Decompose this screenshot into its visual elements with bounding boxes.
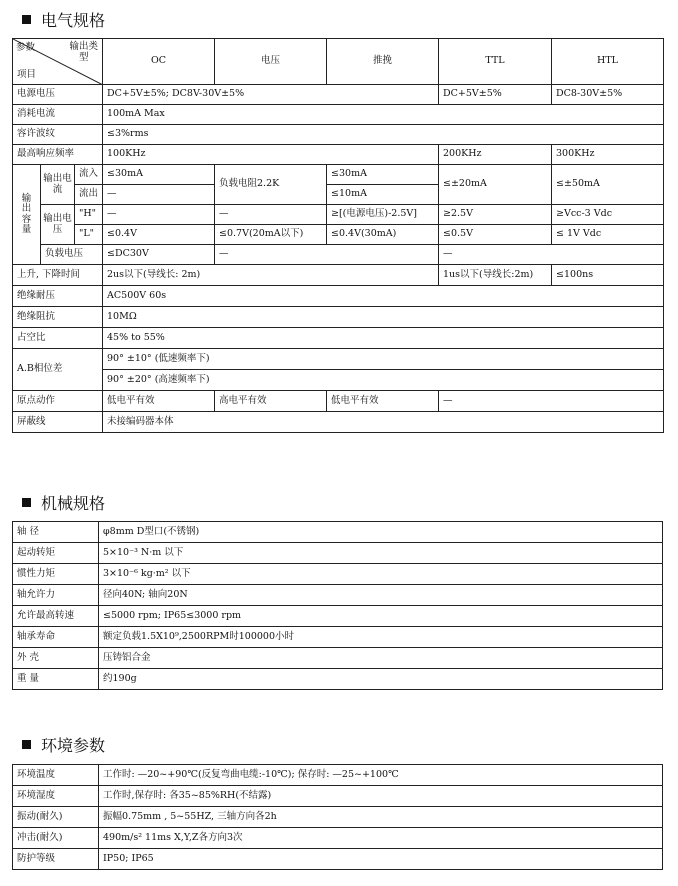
mech-value: 压铸铝合金 xyxy=(99,648,663,669)
voltage-low: ≤0.7V(20mA以下) xyxy=(215,225,327,245)
header-ttl: TTL xyxy=(439,39,552,85)
mech-label: 轴 径 xyxy=(13,522,99,543)
square-bullet-icon xyxy=(22,15,31,24)
load-voltage-label: 负载电压 xyxy=(41,245,103,265)
mech-label: 轴允许力 xyxy=(13,585,99,606)
environment-spec-table xyxy=(12,764,663,870)
rise-fall-value: 2us以下(导线长: 2m) xyxy=(103,265,439,286)
environment-section-title: 环境参数 xyxy=(22,733,105,756)
mechanical-section-title: 机械规格 xyxy=(22,491,105,514)
voltage-high: — xyxy=(215,205,327,225)
env-label: 振动(耐久) xyxy=(13,807,99,828)
duty-label: 占空比 xyxy=(13,328,103,349)
env-value: 工作时: —20~+90℃(反复弯曲电缆:-10℃); 保存时: —25~+100℃ xyxy=(99,765,663,786)
origin-oc: 低电平有效 xyxy=(103,391,215,412)
square-bullet-icon xyxy=(22,740,31,749)
mech-value: ≤5000 rpm; IP65≤3000 rpm xyxy=(99,606,663,627)
header-htl: HTL xyxy=(552,39,664,85)
origin-label: 原点动作 xyxy=(13,391,103,412)
oc-inflow: ≤30mA xyxy=(103,165,215,185)
supply-voltage-label: 电源电压 xyxy=(13,85,103,105)
header-oc: OC xyxy=(103,39,215,85)
insulation-value: 10MΩ xyxy=(103,307,664,328)
mech-value: 3×10⁻⁶ kg·m² 以下 xyxy=(99,564,663,585)
mech-value: 约190g xyxy=(99,669,663,690)
load-voltage-ttl: — xyxy=(439,245,664,265)
ttl-current: ≤±20mA xyxy=(439,165,552,205)
oc-outflow: — xyxy=(103,185,215,205)
ttl-low: ≤0.5V xyxy=(439,225,552,245)
consumption-label: 消耗电流 xyxy=(13,105,103,125)
header-corner-cell xyxy=(13,39,103,85)
origin-push: 低电平有效 xyxy=(327,391,439,412)
env-value: 工作时,保存时: 各35~85%RH(不结露) xyxy=(99,786,663,807)
ripple-value: ≤3%rms xyxy=(103,125,664,145)
mech-label: 允许最高转速 xyxy=(13,606,99,627)
env-label: 环境温度 xyxy=(13,765,99,786)
rise-fall-ttl: 1us以下(导线长:2m) xyxy=(439,265,552,286)
corner-label-output-type: 输出类 型 xyxy=(69,41,99,63)
env-label: 环境湿度 xyxy=(13,786,99,807)
max-freq-value: 100KHz xyxy=(103,145,439,165)
env-value: IP50; IP65 xyxy=(99,849,663,870)
phase-value-high: 90° ±20° (高速频率下) xyxy=(103,370,664,391)
htl-high: ≥Vcc-3 Vdc xyxy=(552,205,664,225)
rise-fall-label: 上升, 下降时间 xyxy=(13,265,103,286)
supply-voltage-htl: DC8-30V±5% xyxy=(552,85,664,105)
rise-fall-htl: ≤100ns xyxy=(552,265,664,286)
max-freq-label: 最高响应频率 xyxy=(13,145,103,165)
mech-value: 径向40N; 轴向20N xyxy=(99,585,663,606)
load-voltage-voltage: — xyxy=(215,245,439,265)
mech-value: 额定负载1.5X10⁹,2500RPM时100000小时 xyxy=(99,627,663,648)
electrical-section-title: 电气规格 xyxy=(22,8,105,31)
origin-ttl: — xyxy=(439,391,664,412)
max-freq-ttl: 200KHz xyxy=(439,145,552,165)
ttl-high: ≥2.5V xyxy=(439,205,552,225)
low-level-label: "L" xyxy=(75,225,103,245)
mech-label: 外 壳 xyxy=(13,648,99,669)
dielectric-label: 绝缘耐压 xyxy=(13,286,103,307)
supply-voltage-ttl: DC+5V±5% xyxy=(439,85,552,105)
high-level-label: "H" xyxy=(75,205,103,225)
htl-current: ≤±50mA xyxy=(552,165,664,205)
phase-label: A.B相位差 xyxy=(13,349,103,391)
output-voltage-label: 输出电压 xyxy=(41,205,75,245)
outflow-label: 流出 xyxy=(75,185,103,205)
env-label: 防护等级 xyxy=(13,849,99,870)
mech-value: 5×10⁻³ N·m 以下 xyxy=(99,543,663,564)
electrical-spec-table xyxy=(12,38,664,433)
mech-label: 惯性力矩 xyxy=(13,564,99,585)
env-label: 冲击(耐久) xyxy=(13,828,99,849)
push-high: ≥[(电源电压)-2.5V] xyxy=(327,205,439,225)
voltage-load-resistor: 负载电阻2.2K xyxy=(215,165,327,205)
push-outflow: ≤10mA xyxy=(327,185,439,205)
origin-voltage: 高电平有效 xyxy=(215,391,327,412)
env-value: 490m/s² 11ms X,Y,Z各方向3次 xyxy=(99,828,663,849)
mechanical-spec-table xyxy=(12,521,663,690)
load-voltage-oc: ≤DC30V xyxy=(103,245,215,265)
dielectric-value: AC500V 60s xyxy=(103,286,664,307)
mech-label: 起动转矩 xyxy=(13,543,99,564)
output-capacity-label: 输 出 容 量 xyxy=(13,165,41,265)
mech-label: 轴承寿命 xyxy=(13,627,99,648)
mech-label: 重 量 xyxy=(13,669,99,690)
shield-label: 屏蔽线 xyxy=(13,412,103,433)
phase-value-low: 90° ±10° (低速频率下) xyxy=(103,349,664,370)
corner-label-params: 参数 xyxy=(16,42,36,53)
header-voltage: 电压 xyxy=(215,39,327,85)
output-current-label: 输出电流 xyxy=(41,165,75,205)
shield-value: 未接编码器本体 xyxy=(103,412,664,433)
corner-label-item: 项目 xyxy=(17,68,37,80)
push-inflow: ≤30mA xyxy=(327,165,439,185)
mech-value: φ8mm D型口(不锈钢) xyxy=(99,522,663,543)
max-freq-htl: 300KHz xyxy=(552,145,664,165)
env-value: 振幅0.75mm , 5~55HZ, 三轴方向各2h xyxy=(99,807,663,828)
insulation-label: 绝缘阻抗 xyxy=(13,307,103,328)
oc-low: ≤0.4V xyxy=(103,225,215,245)
square-bullet-icon xyxy=(22,498,31,507)
supply-voltage-value: DC+5V±5%; DC8V-30V±5% xyxy=(103,85,439,105)
htl-low: ≤ 1V Vdc xyxy=(552,225,664,245)
inflow-label: 流入 xyxy=(75,165,103,185)
ripple-label: 容许波纹 xyxy=(13,125,103,145)
consumption-value: 100mA Max xyxy=(103,105,664,125)
push-low: ≤0.4V(30mA) xyxy=(327,225,439,245)
oc-high: — xyxy=(103,205,215,225)
header-push-pull: 推挽 xyxy=(327,39,439,85)
duty-value: 45% to 55% xyxy=(103,328,664,349)
